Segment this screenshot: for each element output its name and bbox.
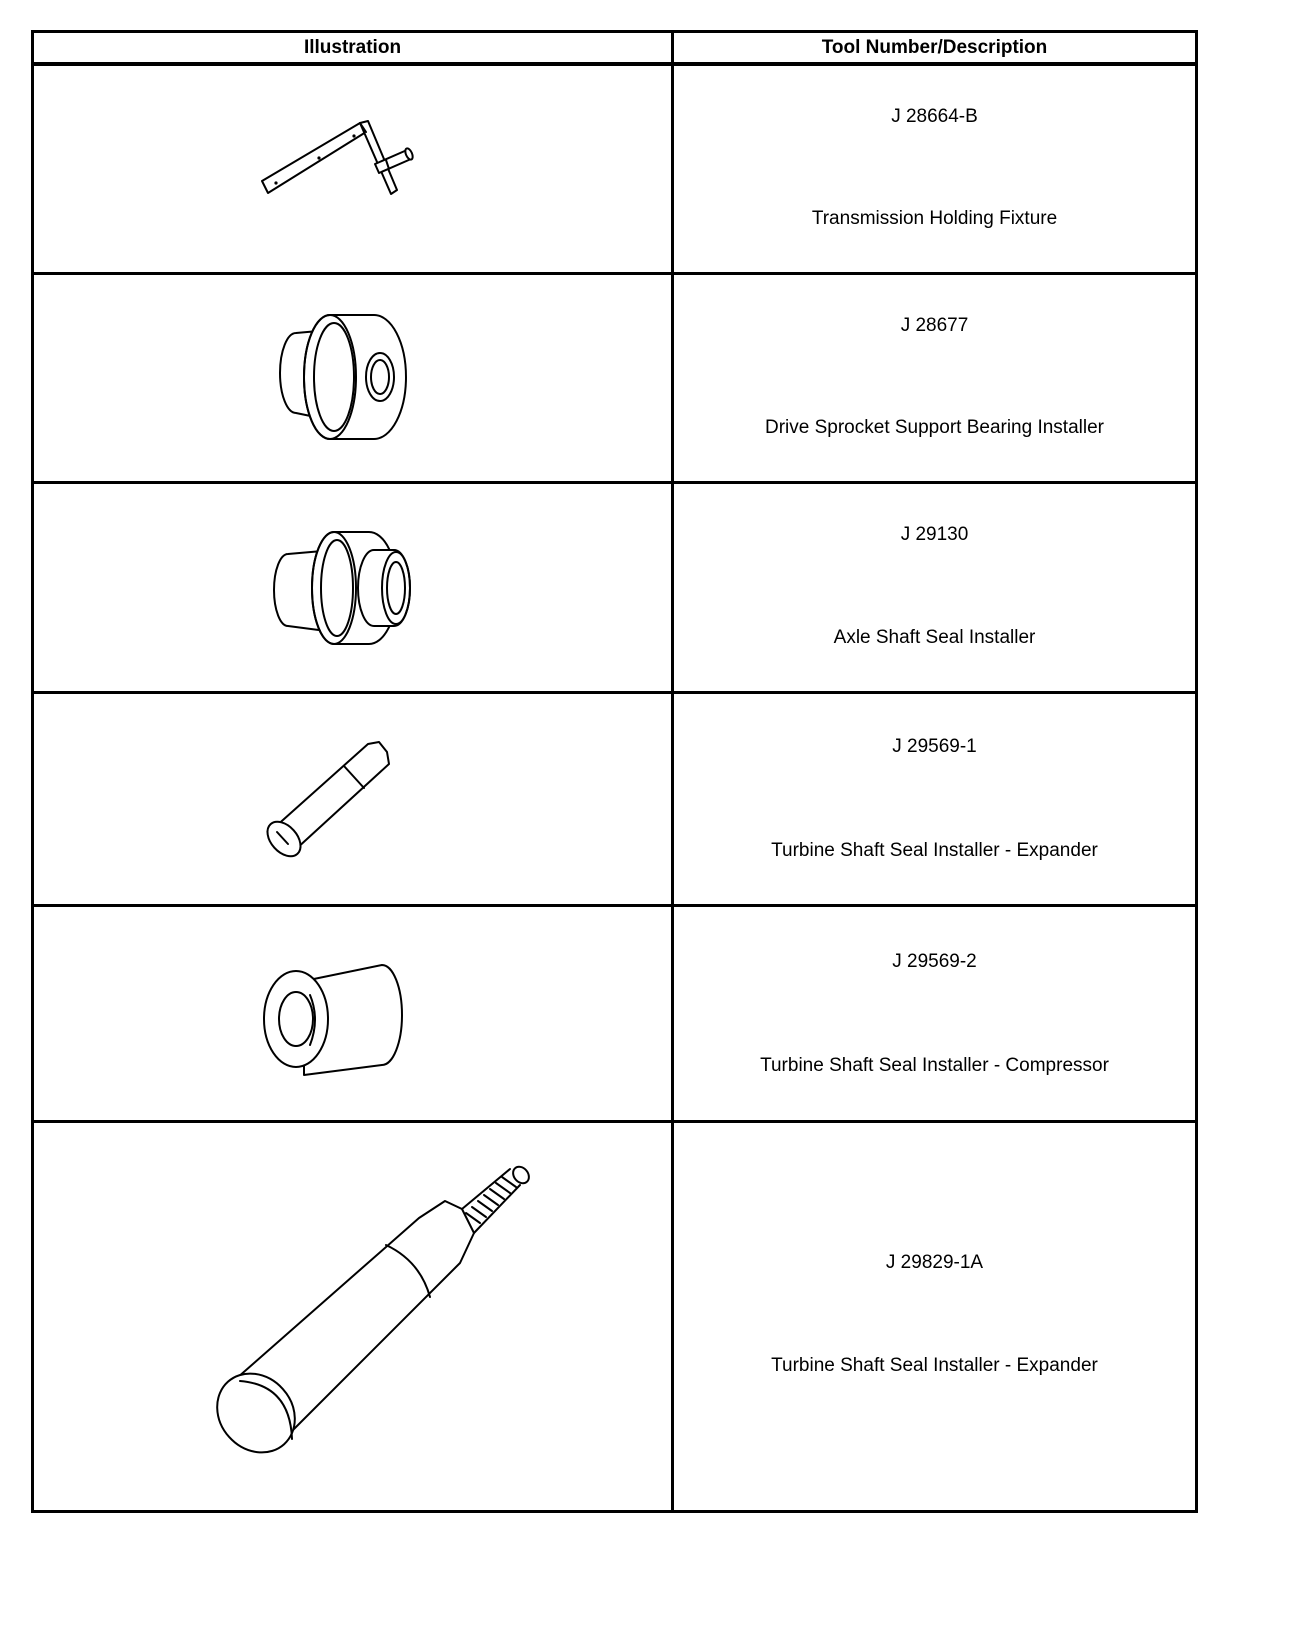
table-row	[33, 64, 1197, 273]
description-cell	[673, 1121, 1197, 1511]
description-cell	[673, 482, 1197, 692]
illustration-cell	[33, 482, 673, 692]
bearing-installer-icon	[34, 275, 671, 484]
threaded-expander-icon	[34, 1123, 671, 1513]
table-row	[33, 273, 1197, 482]
expander-pin-icon	[34, 694, 671, 907]
table-row	[33, 1121, 1197, 1511]
description-column-header: Tool Number/Description	[673, 32, 1197, 65]
tool-description: Axle Shaft Seal Installer	[833, 626, 1036, 648]
table-row	[33, 482, 1197, 692]
illustration-cell	[33, 1121, 673, 1511]
seal-installer-icon	[34, 484, 671, 694]
tool-number: J 29569-2	[892, 950, 977, 972]
table-row	[33, 905, 1197, 1121]
description-cell	[673, 273, 1197, 482]
tool-description: Turbine Shaft Seal Installer - Compressor	[760, 1054, 1109, 1076]
tool-number: J 28677	[900, 314, 969, 336]
tool-description: Transmission Holding Fixture	[811, 208, 1058, 229]
illustration-cell	[33, 273, 673, 482]
description-cell	[673, 692, 1197, 905]
tool-number: J 28664-B	[891, 106, 978, 127]
compressor-sleeve-icon	[34, 907, 671, 1123]
description-cell	[673, 64, 1197, 273]
tool-number: J 29569-1	[892, 735, 977, 757]
illustration-cell	[33, 64, 673, 273]
holding-fixture-icon	[34, 66, 671, 275]
illustration-cell	[33, 692, 673, 905]
tool-description: Turbine Shaft Seal Installer - Expander	[771, 1354, 1098, 1376]
illustration-column-header: Illustration	[33, 32, 673, 65]
table-header-row	[33, 32, 1197, 65]
tool-number: J 29130	[900, 523, 969, 545]
tool-description: Turbine Shaft Seal Installer - Expander	[771, 839, 1098, 861]
special-tools-table	[31, 30, 1198, 1513]
tool-number: J 29829-1A	[885, 1251, 984, 1273]
illustration-cell	[33, 905, 673, 1121]
description-cell	[673, 905, 1197, 1121]
table-row	[33, 692, 1197, 905]
tool-description: Drive Sprocket Support Bearing Installer	[765, 416, 1104, 438]
